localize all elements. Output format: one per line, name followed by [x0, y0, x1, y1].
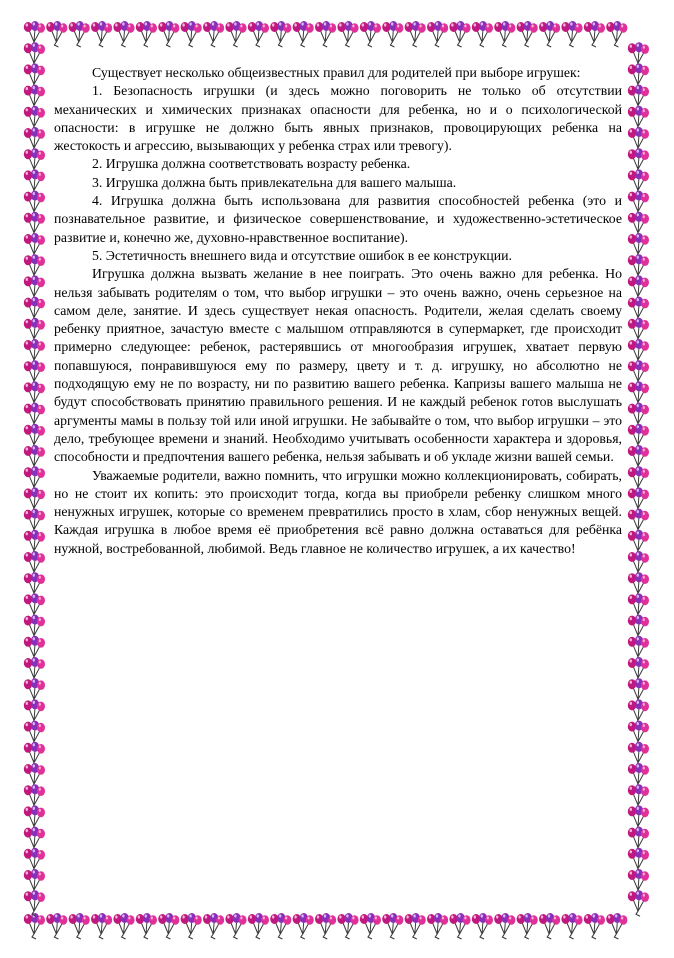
- balloon-bunch-icon: [517, 21, 538, 47]
- list-item: 3. Игрушка должна быть привлекательна для вашего малыша.: [92, 174, 457, 190]
- balloon-bunch-icon: [225, 21, 246, 47]
- balloon-bunch-icon: [293, 913, 314, 939]
- closing-paragraph: Уважаемые родители, важно помнить, что игрушки можно коллекционировать, собирать, но не стоит их копить: это происходит тогда, когда вы приобрели ребенку слишком много ненужных игрушек, которые со временем превратились просто в хлам, сбор ненужных вещей. Каждая игрушка в любое время её приобретения всё равно должна оставаться для ребёнка нужной, востребованной, любимой. Ведь главное не количество игрушек, а их качество!: [54, 467, 622, 556]
- balloon-bunch-icon: [136, 913, 157, 939]
- balloon-bunch-icon: [69, 21, 90, 47]
- balloon-bunch-icon: [449, 913, 470, 939]
- balloon-bunch-icon: [315, 21, 336, 47]
- balloon-bunch-icon: [337, 913, 358, 939]
- balloon-bunch-icon: [628, 890, 649, 916]
- balloon-bunch-icon: [136, 21, 157, 47]
- balloon-bunch-icon: [69, 913, 90, 939]
- balloon-bunch-icon: [449, 21, 470, 47]
- balloon-bunch-icon: [270, 913, 291, 939]
- balloon-bunch-icon: [539, 21, 560, 47]
- balloon-bunch-icon: [24, 913, 45, 939]
- list-item: 5. Эстетичность внешнего вида и отсутствие ошибок в ее конструкции.: [92, 247, 512, 263]
- list-item: 2. Игрушка должна соответствовать возрасту ребенка.: [92, 156, 411, 172]
- list-item: 1. Безопасность игрушки (и здесь можно поговорить не только об отсутствии механических и химических признаках опасности для ребенка, но и о психологической опасности: в игрушке не должно быть явных признаков, провоцирующих ребенка на жестокость и агрессию, вызывающих у ребенка страх или тревогу).: [54, 83, 622, 154]
- balloon-bunch-icon: [539, 913, 560, 939]
- balloon-bunch-icon: [561, 21, 582, 47]
- balloon-bunch-icon: [360, 21, 381, 47]
- balloon-bunch-icon: [203, 21, 224, 47]
- balloon-bunch-icon: [517, 913, 538, 939]
- balloon-bunch-icon: [494, 21, 515, 47]
- balloon-bunch-icon: [24, 890, 45, 916]
- balloon-bunch-icon: [113, 913, 134, 939]
- document-body: [54, 64, 622, 558]
- balloon-bunch-icon: [427, 21, 448, 47]
- balloon-bunch-icon: [46, 913, 67, 939]
- balloon-bunch-icon: [203, 913, 224, 939]
- balloon-bunch-icon: [225, 913, 246, 939]
- balloon-bunch-icon: [248, 21, 269, 47]
- body-paragraph: Игрушка должна вызвать желание в нее поиграть. Это очень важно для ребенка. Но нельзя забывать родителям о том, что выбор игрушки – это очень важно, очень серьезное на самом деле, занятие. И здесь существует некая опасность. Родители, желая сделать своему ребенку приятное, зачастую вместе с малышом отправляются в супермаркет, где происходит примерно следующее: ребенок, растерявшись от многообразия игрушек, хватает первую попавшуюся, понравившуюся ему по размеру, цвету и т. д. игрушку, но абсолютно не подходящую ему не по возрасту, ни по развитию вашего ребенка. Капризы вашего малыша не будут способствовать принятию правильного решения. И не каждый ребенок готов выслушать аргументы мамы в пользу той или иной игрушки. Не забывайте о том, что выбор игрушки – это дело, требующее времени и знаний. Необходимо учитывать особенности характера и здоровья, способности и предпочтения вашего ребенка, нельзя забывать и об укладе жизни вашей семьи.: [54, 266, 622, 465]
- balloon-bunch-icon: [472, 913, 493, 939]
- balloon-bunch-icon: [606, 913, 627, 939]
- balloon-bunch-icon: [584, 913, 605, 939]
- balloon-bunch-icon: [494, 913, 515, 939]
- intro-paragraph: Существует несколько общеизвестных правил для родителей при выборе игрушек:: [92, 65, 581, 80]
- balloon-bunch-icon: [113, 21, 134, 47]
- list-item: 4. Игрушка должна быть использована для развития способностей ребенка (это и познавательное развитие, и физическое совершенствование, и художественно-эстетическое развитие и, конечно же, духовно-нравственное воспитание).: [54, 193, 622, 245]
- balloon-bunch-icon: [181, 913, 202, 939]
- balloon-bunch-icon: [472, 21, 493, 47]
- balloon-bunch-icon: [158, 21, 179, 47]
- balloon-bunch-icon: [405, 913, 426, 939]
- balloon-bunch-icon: [270, 21, 291, 47]
- balloon-bunch-icon: [46, 21, 67, 47]
- balloon-bunch-icon: [584, 21, 605, 47]
- balloon-bunch-icon: [405, 21, 426, 47]
- balloon-bunch-icon: [91, 21, 112, 47]
- balloon-bunch-icon: [382, 21, 403, 47]
- balloon-bunch-icon: [382, 913, 403, 939]
- balloon-bunch-icon: [337, 21, 358, 47]
- balloon-bunch-icon: [606, 21, 627, 47]
- balloon-bunch-icon: [315, 913, 336, 939]
- balloon-bunch-icon: [360, 913, 381, 939]
- balloon-bunch-icon: [248, 913, 269, 939]
- balloon-bunch-icon: [293, 21, 314, 47]
- balloon-bunch-icon: [427, 913, 448, 939]
- balloon-bunch-icon: [91, 913, 112, 939]
- balloon-bunch-icon: [561, 913, 582, 939]
- balloon-bunch-icon: [181, 21, 202, 47]
- balloon-bunch-icon: [158, 913, 179, 939]
